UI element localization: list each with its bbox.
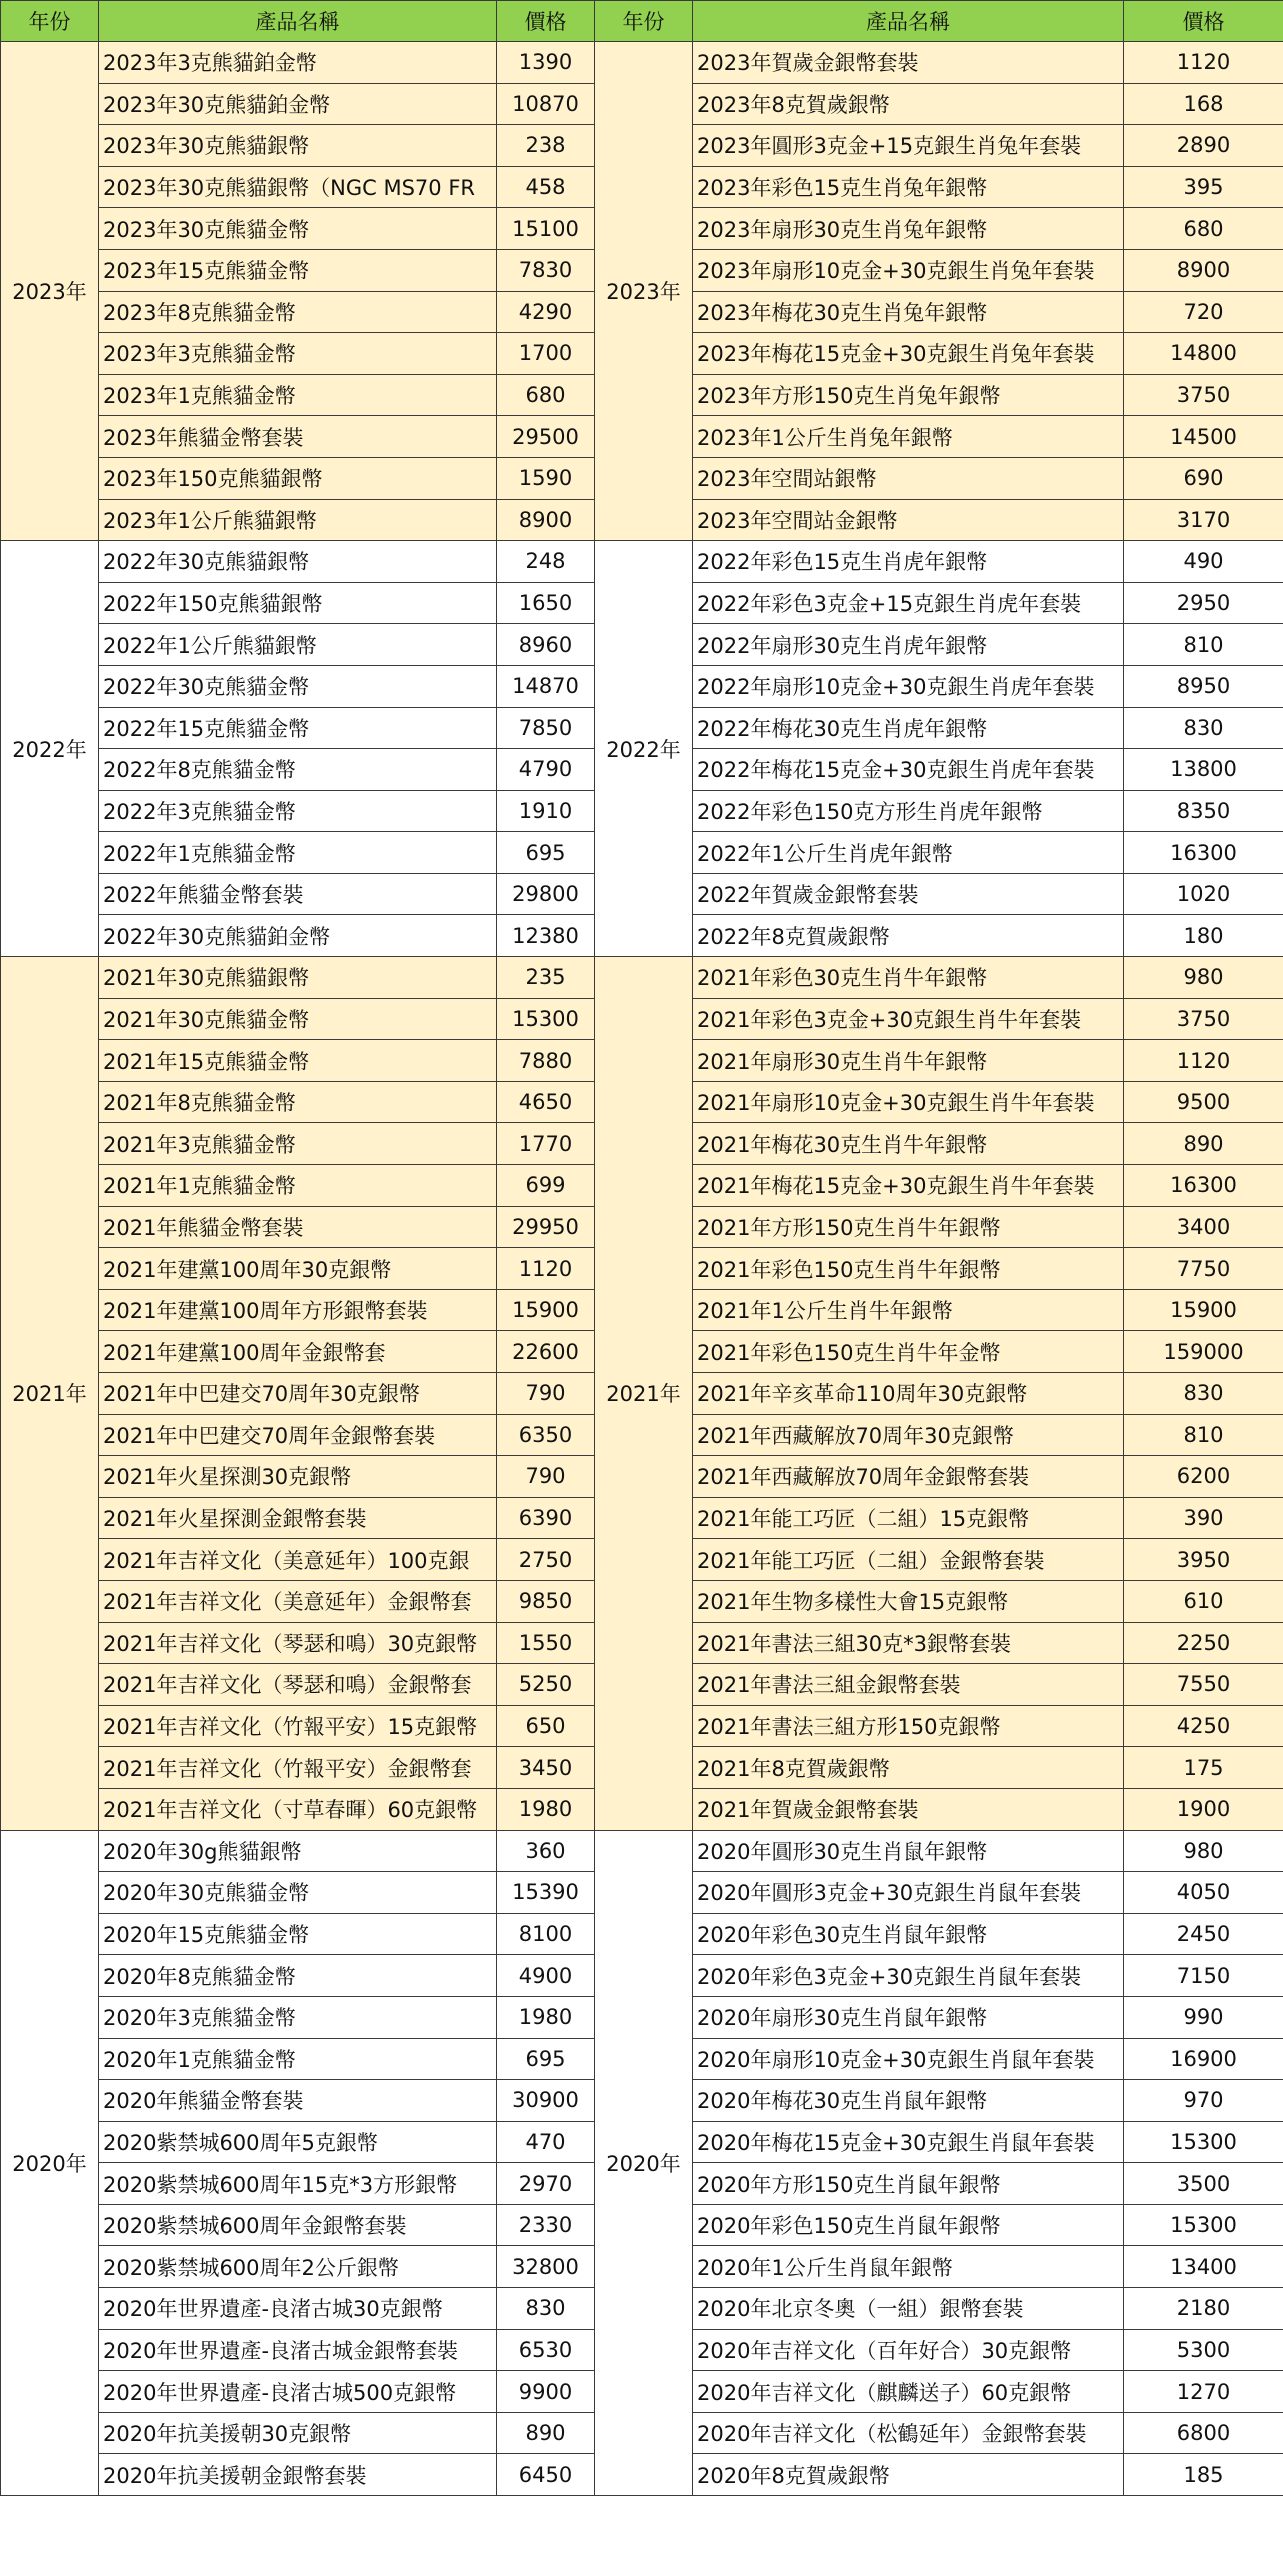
product-name-cell: 2023年3克熊貓金幣 (99, 333, 497, 375)
product-name-cell: 2020年世界遺產-良渚古城金銀幣套裝 (99, 2329, 497, 2371)
price-cell: 360 (497, 1830, 595, 1872)
product-name-cell: 2021年建黨100周年金銀幣套 (99, 1331, 497, 1373)
price-cell: 7750 (1124, 1248, 1283, 1290)
product-name-cell: 2021年彩色3克金+30克銀生肖牛年套裝 (693, 998, 1124, 1040)
price-cell: 8100 (497, 1913, 595, 1955)
product-name-cell: 2021年西藏解放70周年金銀幣套裝 (693, 1456, 1124, 1498)
product-name-cell: 2023年8克賀歲銀幣 (693, 83, 1124, 125)
price-cell: 14500 (1124, 416, 1283, 458)
product-name-cell: 2022年8克熊貓金幣 (99, 749, 497, 791)
price-cell: 12380 (497, 915, 595, 957)
year-cell-right: 2023年 (595, 42, 693, 541)
product-name-cell: 2021年中巴建交70周年30克銀幣 (99, 1373, 497, 1415)
price-cell: 6450 (497, 2454, 595, 2496)
product-name-cell: 2021年1克熊貓金幣 (99, 1165, 497, 1207)
header-year-right: 年份 (595, 1, 693, 42)
price-cell: 14800 (1124, 333, 1283, 375)
price-cell: 1770 (497, 1123, 595, 1165)
price-cell: 15100 (497, 208, 595, 250)
table-row (1, 42, 1283, 84)
price-cell: 1120 (1124, 1040, 1283, 1082)
header-year-left: 年份 (1, 1, 99, 42)
product-name-cell: 2023年1公斤熊貓銀幣 (99, 499, 497, 541)
product-name-cell: 2021年中巴建交70周年金銀幣套裝 (99, 1414, 497, 1456)
year-cell-right: 2020年 (595, 1830, 693, 2496)
price-cell: 4250 (1124, 1705, 1283, 1747)
product-name-cell: 2022年1克熊貓金幣 (99, 832, 497, 874)
price-cell: 1550 (497, 1622, 595, 1664)
product-name-cell: 2020年梅花30克生肖鼠年銀幣 (693, 2080, 1124, 2122)
product-name-cell: 2021年彩色150克生肖牛年銀幣 (693, 1248, 1124, 1290)
price-cell: 980 (1124, 1830, 1283, 1872)
product-name-cell: 2021年能工巧匠（二組）15克銀幣 (693, 1497, 1124, 1539)
product-name-cell: 2023年空間站金銀幣 (693, 499, 1124, 541)
price-cell: 970 (1124, 2080, 1283, 2122)
price-cell: 2750 (497, 1539, 595, 1581)
product-name-cell: 2021年吉祥文化（美意延年）100克銀 (99, 1539, 497, 1581)
product-name-cell: 2020年8克賀歲銀幣 (693, 2454, 1124, 2496)
price-cell: 32800 (497, 2246, 595, 2288)
price-cell: 248 (497, 541, 595, 583)
price-cell: 6200 (1124, 1456, 1283, 1498)
product-name-cell: 2023年3克熊貓鉑金幣 (99, 42, 497, 84)
product-name-cell: 2022年30克熊貓銀幣 (99, 541, 497, 583)
price-cell: 15300 (1124, 2204, 1283, 2246)
price-cell: 1980 (497, 1996, 595, 2038)
product-name-cell: 2022年扇形10克金+30克銀生肖虎年套裝 (693, 665, 1124, 707)
price-cell: 9900 (497, 2371, 595, 2413)
product-name-cell: 2023年15克熊貓金幣 (99, 249, 497, 291)
product-name-cell: 2020年圓形3克金+30克銀生肖鼠年套裝 (693, 1872, 1124, 1914)
price-cell: 2180 (1124, 2288, 1283, 2330)
price-cell: 8350 (1124, 790, 1283, 832)
price-cell: 8900 (1124, 249, 1283, 291)
product-name-cell: 2021年生物多樣性大會15克銀幣 (693, 1580, 1124, 1622)
table-row (1, 1830, 1283, 1872)
product-name-cell: 2021年吉祥文化（琴瑟和鳴）30克銀幣 (99, 1622, 497, 1664)
product-name-cell: 2020年世界遺產-良渚古城500克銀幣 (99, 2371, 497, 2413)
product-name-cell: 2020年30g熊貓銀幣 (99, 1830, 497, 1872)
product-name-cell: 2023年30克熊貓金幣 (99, 208, 497, 250)
product-name-cell: 2020年吉祥文化（百年好合）30克銀幣 (693, 2329, 1124, 2371)
price-cell: 4650 (497, 1081, 595, 1123)
price-cell: 3450 (497, 1747, 595, 1789)
price-cell: 790 (497, 1456, 595, 1498)
product-name-cell: 2021年書法三組30克*3銀幣套裝 (693, 1622, 1124, 1664)
product-name-cell: 2021年辛亥革命110周年30克銀幣 (693, 1373, 1124, 1415)
price-cell: 2890 (1124, 125, 1283, 167)
product-name-cell: 2022年30克熊貓金幣 (99, 665, 497, 707)
year-cell-left: 2021年 (1, 957, 99, 1830)
header-price-right: 價格 (1124, 1, 1283, 42)
product-name-cell: 2023年空間站銀幣 (693, 457, 1124, 499)
product-name-cell: 2021年建黨100周年方形銀幣套裝 (99, 1289, 497, 1331)
price-cell: 22600 (497, 1331, 595, 1373)
price-cell: 680 (1124, 208, 1283, 250)
product-name-cell: 2022年彩色150克方形生肖虎年銀幣 (693, 790, 1124, 832)
price-cell: 15300 (1124, 2121, 1283, 2163)
price-cell: 1120 (1124, 42, 1283, 84)
product-name-cell: 2022年1公斤熊貓銀幣 (99, 624, 497, 666)
header-product-left: 產品名稱 (99, 1, 497, 42)
product-name-cell: 2022年彩色3克金+15克銀生肖虎年套裝 (693, 582, 1124, 624)
product-name-cell: 2022年150克熊貓銀幣 (99, 582, 497, 624)
product-name-cell: 2020紫禁城600周年5克銀幣 (99, 2121, 497, 2163)
product-name-cell: 2022年15克熊貓金幣 (99, 707, 497, 749)
product-name-cell: 2021年吉祥文化（美意延年）金銀幣套 (99, 1580, 497, 1622)
header-product-right: 產品名稱 (693, 1, 1124, 42)
price-cell: 15900 (1124, 1289, 1283, 1331)
price-cell: 395 (1124, 166, 1283, 208)
price-cell: 7830 (497, 249, 595, 291)
product-name-cell: 2021年30克熊貓銀幣 (99, 957, 497, 999)
product-name-cell: 2020年梅花15克金+30克銀生肖鼠年套裝 (693, 2121, 1124, 2163)
price-cell: 1390 (497, 42, 595, 84)
product-name-cell: 2020年熊貓金幣套裝 (99, 2080, 497, 2122)
table-body (1, 42, 1283, 2496)
product-name-cell: 2023年30克熊貓鉑金幣 (99, 83, 497, 125)
price-cell: 9850 (497, 1580, 595, 1622)
product-name-cell: 2021年火星探測金銀幣套裝 (99, 1497, 497, 1539)
price-cell: 490 (1124, 541, 1283, 583)
price-cell: 7850 (497, 707, 595, 749)
price-cell: 180 (1124, 915, 1283, 957)
price-cell: 1700 (497, 333, 595, 375)
price-cell: 990 (1124, 1996, 1283, 2038)
price-cell: 3750 (1124, 374, 1283, 416)
price-cell: 3950 (1124, 1539, 1283, 1581)
price-cell: 159000 (1124, 1331, 1283, 1373)
year-cell-right: 2021年 (595, 957, 693, 1830)
price-cell: 13800 (1124, 749, 1283, 791)
product-name-cell: 2020年彩色30克生肖鼠年銀幣 (693, 1913, 1124, 1955)
year-cell-left: 2020年 (1, 1830, 99, 2496)
product-name-cell: 2021年火星探測30克銀幣 (99, 1456, 497, 1498)
price-cell: 2250 (1124, 1622, 1283, 1664)
product-name-cell: 2021年吉祥文化（竹報平安）15克銀幣 (99, 1705, 497, 1747)
price-cell: 13400 (1124, 2246, 1283, 2288)
price-cell: 1650 (497, 582, 595, 624)
price-cell: 175 (1124, 1747, 1283, 1789)
price-cell: 830 (1124, 1373, 1283, 1415)
price-cell: 16300 (1124, 832, 1283, 874)
price-cell: 3400 (1124, 1206, 1283, 1248)
price-cell: 185 (1124, 2454, 1283, 2496)
product-name-cell: 2021年吉祥文化（寸草春暉）60克銀幣 (99, 1788, 497, 1830)
product-name-cell: 2021年扇形30克生肖牛年銀幣 (693, 1040, 1124, 1082)
product-name-cell: 2021年方形150克生肖牛年銀幣 (693, 1206, 1124, 1248)
product-name-cell: 2021年3克熊貓金幣 (99, 1123, 497, 1165)
price-cell: 3750 (1124, 998, 1283, 1040)
product-name-cell: 2020年1克熊貓金幣 (99, 2038, 497, 2080)
product-name-cell: 2022年30克熊貓鉑金幣 (99, 915, 497, 957)
product-name-cell: 2023年方形150克生肖兔年銀幣 (693, 374, 1124, 416)
product-name-cell: 2022年1公斤生肖虎年銀幣 (693, 832, 1124, 874)
price-cell: 1270 (1124, 2371, 1283, 2413)
price-cell: 980 (1124, 957, 1283, 999)
product-name-cell: 2020年扇形30克生肖鼠年銀幣 (693, 1996, 1124, 2038)
product-name-cell: 2021年書法三組方形150克銀幣 (693, 1705, 1124, 1747)
product-name-cell: 2023年150克熊貓銀幣 (99, 457, 497, 499)
price-cell: 830 (1124, 707, 1283, 749)
product-name-cell: 2020年扇形10克金+30克銀生肖鼠年套裝 (693, 2038, 1124, 2080)
price-cell: 790 (497, 1373, 595, 1415)
price-cell: 699 (497, 1165, 595, 1207)
product-name-cell: 2021年扇形10克金+30克銀生肖牛年套裝 (693, 1081, 1124, 1123)
product-name-cell: 2021年建黨100周年30克銀幣 (99, 1248, 497, 1290)
price-cell: 4290 (497, 291, 595, 333)
price-cell: 16300 (1124, 1165, 1283, 1207)
product-name-cell: 2023年梅花15克金+30克銀生肖兔年套裝 (693, 333, 1124, 375)
price-cell: 1980 (497, 1788, 595, 1830)
product-name-cell: 2021年30克熊貓金幣 (99, 998, 497, 1040)
price-cell: 6800 (1124, 2412, 1283, 2454)
product-name-cell: 2020紫禁城600周年2公斤銀幣 (99, 2246, 497, 2288)
product-name-cell: 2020年30克熊貓金幣 (99, 1872, 497, 1914)
product-name-cell: 2023年1克熊貓金幣 (99, 374, 497, 416)
product-name-cell: 2020年北京冬奧（一組）銀幣套裝 (693, 2288, 1124, 2330)
product-name-cell: 2022年3克熊貓金幣 (99, 790, 497, 832)
product-name-cell: 2023年扇形10克金+30克銀生肖兔年套裝 (693, 249, 1124, 291)
price-cell: 695 (497, 832, 595, 874)
product-name-cell: 2020年8克熊貓金幣 (99, 1955, 497, 1997)
price-cell: 15900 (497, 1289, 595, 1331)
product-name-cell: 2022年扇形30克生肖虎年銀幣 (693, 624, 1124, 666)
price-cell: 690 (1124, 457, 1283, 499)
price-cell: 390 (1124, 1497, 1283, 1539)
price-cell: 2330 (497, 2204, 595, 2246)
price-cell: 168 (1124, 83, 1283, 125)
product-name-cell: 2021年彩色30克生肖牛年銀幣 (693, 957, 1124, 999)
price-cell: 695 (497, 2038, 595, 2080)
product-name-cell: 2020年圓形30克生肖鼠年銀幣 (693, 1830, 1124, 1872)
price-cell: 238 (497, 125, 595, 167)
product-name-cell: 2020紫禁城600周年金銀幣套裝 (99, 2204, 497, 2246)
header-price-left: 價格 (497, 1, 595, 42)
product-name-cell: 2023年30克熊貓銀幣 (99, 125, 497, 167)
product-name-cell: 2020年15克熊貓金幣 (99, 1913, 497, 1955)
price-cell: 15300 (497, 998, 595, 1040)
price-cell: 2950 (1124, 582, 1283, 624)
product-name-cell: 2022年8克賀歲銀幣 (693, 915, 1124, 957)
table-row (1, 541, 1283, 583)
price-cell: 7880 (497, 1040, 595, 1082)
product-name-cell: 2020年吉祥文化（麒麟送子）60克銀幣 (693, 2371, 1124, 2413)
price-cell: 8950 (1124, 665, 1283, 707)
price-cell: 6530 (497, 2329, 595, 2371)
product-name-cell: 2022年熊貓金幣套裝 (99, 873, 497, 915)
price-cell: 810 (1124, 1414, 1283, 1456)
year-cell-right: 2022年 (595, 541, 693, 957)
price-cell: 5250 (497, 1664, 595, 1706)
product-name-cell: 2023年8克熊貓金幣 (99, 291, 497, 333)
product-name-cell: 2023年賀歲金銀幣套裝 (693, 42, 1124, 84)
product-name-cell: 2020年彩色150克生肖鼠年銀幣 (693, 2204, 1124, 2246)
product-name-cell: 2020年3克熊貓金幣 (99, 1996, 497, 2038)
year-cell-left: 2023年 (1, 42, 99, 541)
product-name-cell: 2022年梅花30克生肖虎年銀幣 (693, 707, 1124, 749)
price-cell: 29800 (497, 873, 595, 915)
price-cell: 1120 (497, 1248, 595, 1290)
price-cell: 15390 (497, 1872, 595, 1914)
price-cell: 29950 (497, 1206, 595, 1248)
product-name-cell: 2020年世界遺產-良渚古城30克銀幣 (99, 2288, 497, 2330)
price-cell: 3170 (1124, 499, 1283, 541)
product-name-cell: 2023年圓形3克金+15克銀生肖兔年套裝 (693, 125, 1124, 167)
price-cell: 14870 (497, 665, 595, 707)
price-cell: 7150 (1124, 1955, 1283, 1997)
header-row (1, 1, 1283, 42)
price-cell: 650 (497, 1705, 595, 1747)
price-cell: 7550 (1124, 1664, 1283, 1706)
product-name-cell: 2020年彩色3克金+30克銀生肖鼠年套裝 (693, 1955, 1124, 1997)
product-name-cell: 2020年方形150克生肖鼠年銀幣 (693, 2163, 1124, 2205)
product-name-cell: 2022年梅花15克金+30克銀生肖虎年套裝 (693, 749, 1124, 791)
product-name-cell: 2021年熊貓金幣套裝 (99, 1206, 497, 1248)
product-name-cell: 2020紫禁城600周年15克*3方形銀幣 (99, 2163, 497, 2205)
product-name-cell: 2022年賀歲金銀幣套裝 (693, 873, 1124, 915)
price-cell: 1020 (1124, 873, 1283, 915)
price-cell: 2450 (1124, 1913, 1283, 1955)
product-name-cell: 2021年能工巧匠（二組）金銀幣套裝 (693, 1539, 1124, 1581)
product-name-cell: 2021年西藏解放70周年30克銀幣 (693, 1414, 1124, 1456)
product-name-cell: 2023年彩色15克生肖兔年銀幣 (693, 166, 1124, 208)
product-name-cell: 2021年彩色150克生肖牛年金幣 (693, 1331, 1124, 1373)
product-name-cell: 2020年1公斤生肖鼠年銀幣 (693, 2246, 1124, 2288)
price-cell: 3500 (1124, 2163, 1283, 2205)
product-name-cell: 2021年吉祥文化（琴瑟和鳴）金銀幣套 (99, 1664, 497, 1706)
product-name-cell: 2023年1公斤生肖兔年銀幣 (693, 416, 1124, 458)
price-cell: 680 (497, 374, 595, 416)
price-cell: 6350 (497, 1414, 595, 1456)
product-name-cell: 2021年梅花30克生肖牛年銀幣 (693, 1123, 1124, 1165)
price-cell: 458 (497, 166, 595, 208)
price-cell: 2970 (497, 2163, 595, 2205)
product-name-cell: 2021年1公斤生肖牛年銀幣 (693, 1289, 1124, 1331)
price-cell: 1900 (1124, 1788, 1283, 1830)
product-name-cell: 2021年吉祥文化（竹報平安）金銀幣套 (99, 1747, 497, 1789)
price-cell: 8900 (497, 499, 595, 541)
product-name-cell: 2021年8克熊貓金幣 (99, 1081, 497, 1123)
price-cell: 1910 (497, 790, 595, 832)
price-cell: 810 (1124, 624, 1283, 666)
price-cell: 470 (497, 2121, 595, 2163)
price-cell: 720 (1124, 291, 1283, 333)
price-cell: 30900 (497, 2080, 595, 2122)
price-cell: 9500 (1124, 1081, 1283, 1123)
price-cell: 29500 (497, 416, 595, 458)
product-name-cell: 2021年15克熊貓金幣 (99, 1040, 497, 1082)
product-name-cell: 2021年賀歲金銀幣套裝 (693, 1788, 1124, 1830)
product-name-cell: 2020年抗美援朝30克銀幣 (99, 2412, 497, 2454)
price-cell: 8960 (497, 624, 595, 666)
product-name-cell: 2022年彩色15克生肖虎年銀幣 (693, 541, 1124, 583)
product-name-cell: 2020年吉祥文化（松鶴延年）金銀幣套裝 (693, 2412, 1124, 2454)
price-cell: 610 (1124, 1580, 1283, 1622)
table-row (1, 957, 1283, 999)
price-cell: 10870 (497, 83, 595, 125)
price-cell: 16900 (1124, 2038, 1283, 2080)
year-cell-left: 2022年 (1, 541, 99, 957)
price-cell: 5300 (1124, 2329, 1283, 2371)
price-cell: 890 (497, 2412, 595, 2454)
price-cell: 4790 (497, 749, 595, 791)
price-cell: 235 (497, 957, 595, 999)
price-cell: 4900 (497, 1955, 595, 1997)
product-name-cell: 2023年熊貓金幣套裝 (99, 416, 497, 458)
product-name-cell: 2021年書法三組金銀幣套裝 (693, 1664, 1124, 1706)
price-cell: 6390 (497, 1497, 595, 1539)
product-name-cell: 2021年梅花15克金+30克銀生肖牛年套裝 (693, 1165, 1124, 1207)
product-name-cell: 2023年梅花30克生肖兔年銀幣 (693, 291, 1124, 333)
product-name-cell: 2020年抗美援朝金銀幣套裝 (99, 2454, 497, 2496)
product-name-cell: 2023年扇形30克生肖兔年銀幣 (693, 208, 1124, 250)
price-cell: 4050 (1124, 1872, 1283, 1914)
product-name-cell: 2021年8克賀歲銀幣 (693, 1747, 1124, 1789)
price-cell: 890 (1124, 1123, 1283, 1165)
price-cell: 830 (497, 2288, 595, 2330)
product-name-cell: 2023年30克熊貓銀幣（NGC MS70 FR (99, 166, 497, 208)
price-cell: 1590 (497, 457, 595, 499)
